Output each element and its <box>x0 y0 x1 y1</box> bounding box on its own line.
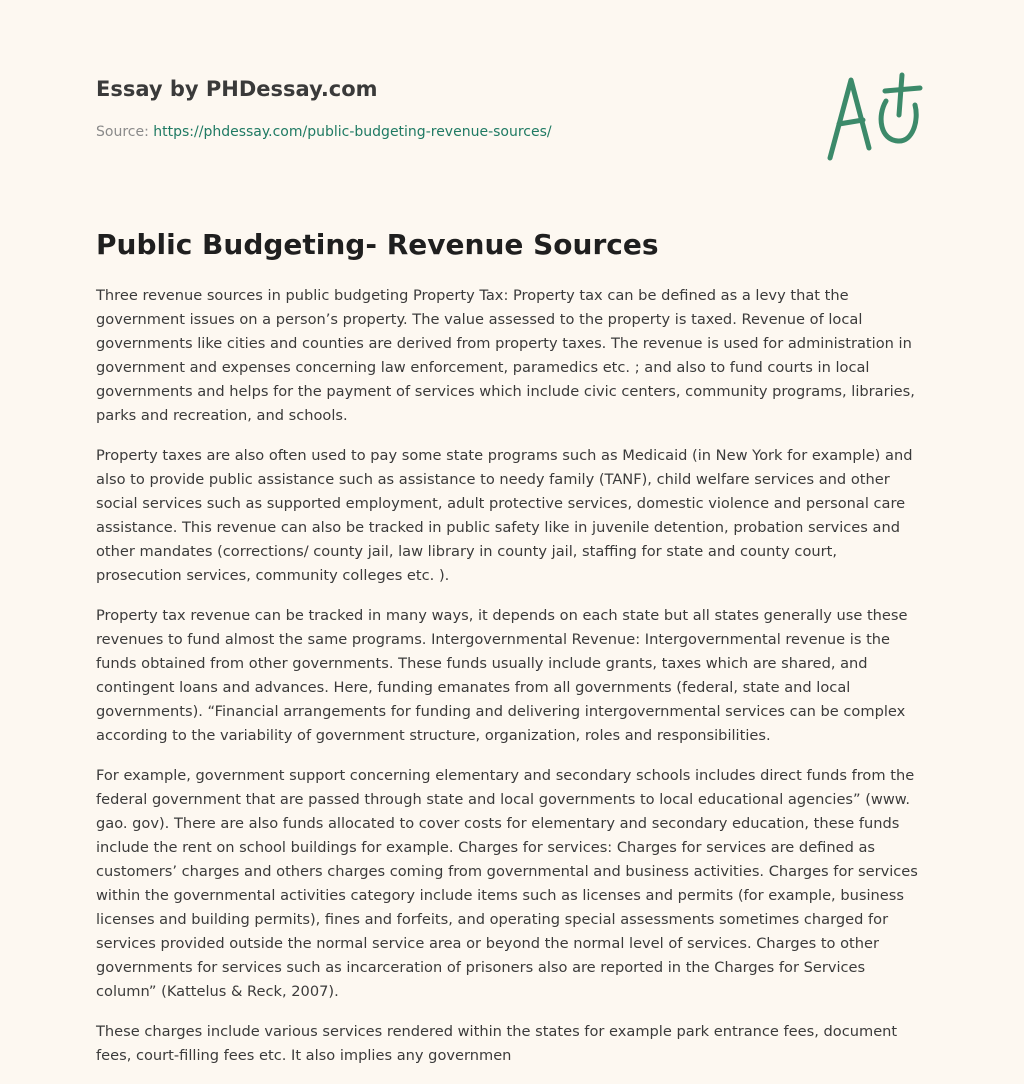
essay-paragraph: These charges include various services rendered within the states for example park entrance fees, document fees, court-filling fees etc. It also implies any governmen <box>96 1023 898 1064</box>
essay-paragraph: Property tax revenue can be tracked in many ways, it depends on each state but all states generally use these revenues to fund almost the same programs. Intergovernmental Revenue: Intergovernmental revenue is the funds obtained from other governments. These funds usually include grants, taxes which are shared, and contingent loans and advances. Here, funding emanates from all governments (federal, state and local governments). “Financial arrangements for funding and delivering intergovernmental services can be complex according to the variability of government structure, organization, roles and responsibilities. <box>96 607 908 744</box>
essay-body <box>96 284 926 1084</box>
source-label: Source: <box>96 124 149 140</box>
site-title: Essay by PHDessay.com <box>96 77 378 101</box>
a-plus-logo-icon <box>822 66 928 166</box>
essay-paragraph: For example, government support concerning elementary and secondary schools includes direct funds from the federal government that are passed through state and local governments to local educational agencies” (www. gao. gov). There are also funds allocated to cover costs for elementary and secondary education, these funds include the rent on school buildings for example. Charges for services: Charges for services are defined as customers’ charges and others charges coming from governmental and business activities. Charges for services within the governmental activities category include items such as licenses and permits (for example, business licenses and building permits), fines and forfeits, and operating special assessments sometimes charged for services provided outside the normal service area or beyond the normal level of services. Charges to other governments for services such as incarceration of prisoners also are reported in the Charges for Services column” (Kattelus & Reck, 2007). <box>96 767 918 1000</box>
essay-paragraph: Property taxes are also often used to pay some state programs such as Medicaid (in New York for example) and also to provide public assistance such as assistance to needy family (TANF), child welfare services and other social services such as supported employment, adult protective services, domestic violence and personal care assistance. This revenue can also be tracked in public safety like in juvenile detention, probation services and other mandates (corrections/ county jail, law library in county jail, staffing for state and county court, prosecution services, community colleges etc. ). <box>96 447 913 584</box>
essay-paragraph: Three revenue sources in public budgeting Property Tax: Property tax can be defined as a levy that the government issues on a person’s property. The value assessed to the property is taxed. Revenue of local governments like cities and counties are derived from property taxes. The revenue is used for administration in government and expenses concerning law enforcement, paramedics etc. ; and also to fund courts in local governments and helps for the payment of services which include civic centers, community programs, libraries, parks and recreation, and schools. <box>96 287 915 424</box>
source-link[interactable]: https://phdessay.com/public-budgeting-revenue-sources/ <box>153 124 552 140</box>
source-line <box>96 124 552 140</box>
essay-title: Public Budgeting- Revenue Sources <box>96 228 659 261</box>
